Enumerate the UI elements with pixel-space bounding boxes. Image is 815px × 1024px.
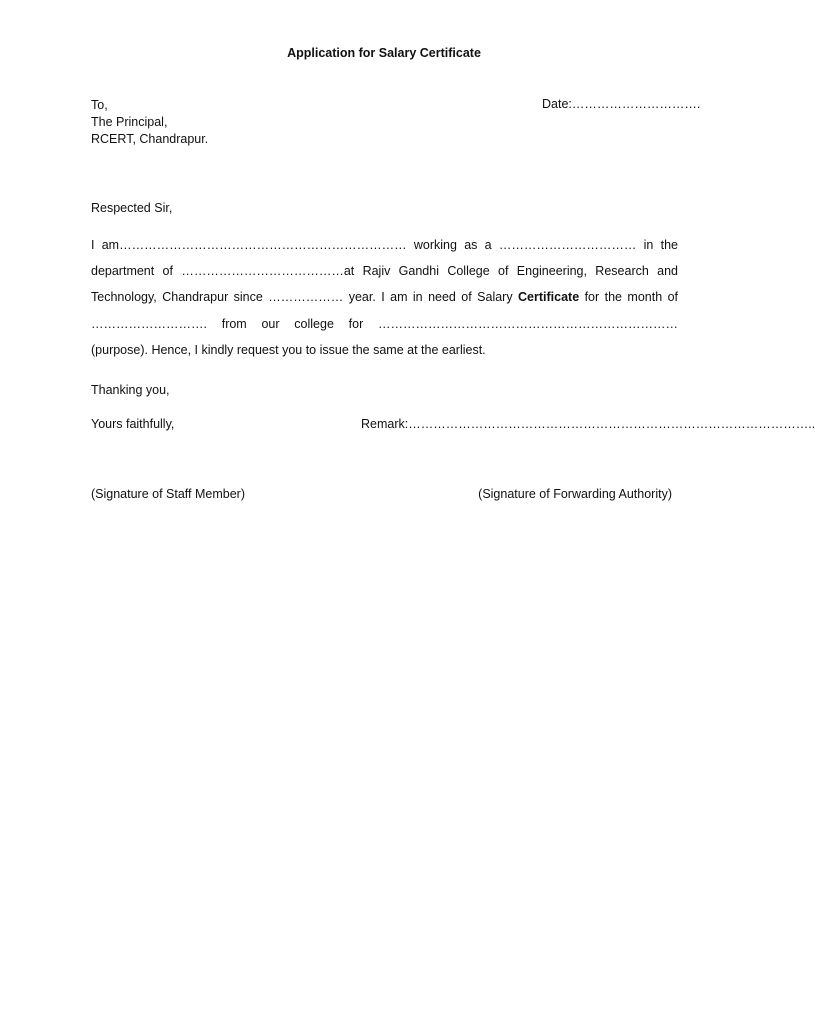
staff-signature-label: (Signature of Staff Member) xyxy=(91,487,246,501)
body-bold-word: Certificate xyxy=(518,290,580,305)
remark-field: Remark:…………………………………………………………………………………….. xyxy=(361,417,815,431)
thanks-line: Thanking you, xyxy=(91,383,170,397)
document-title: Application for Salary Certificate xyxy=(287,46,481,60)
recipient-line: To, xyxy=(91,98,108,112)
body-text-part1: I am…………………………………………………………… working as a …………………………… in the department of …………………………………at Rajiv Gandhi College of Engineering, Research and Technology, Chandrapur since ……………… year. I am in need of Salary xyxy=(91,238,678,305)
recipient-address xyxy=(91,97,208,148)
body-paragraph xyxy=(91,232,678,363)
body-text-part2: for the month of ………………………. from our college for ………………………………………………………………(purpose). Hence, I kindly request you to issue the same at the earliest. xyxy=(91,290,678,357)
closing-line: Yours faithfully, xyxy=(91,417,175,431)
salutation: Respected Sir, xyxy=(91,201,173,215)
recipient-line: RCERT, Chandrapur. xyxy=(91,132,209,146)
date-field: Date:…………………………. xyxy=(542,97,701,111)
forwarding-signature-label: (Signature of Forwarding Authority) xyxy=(478,487,672,501)
recipient-line: The Principal, xyxy=(91,115,168,129)
